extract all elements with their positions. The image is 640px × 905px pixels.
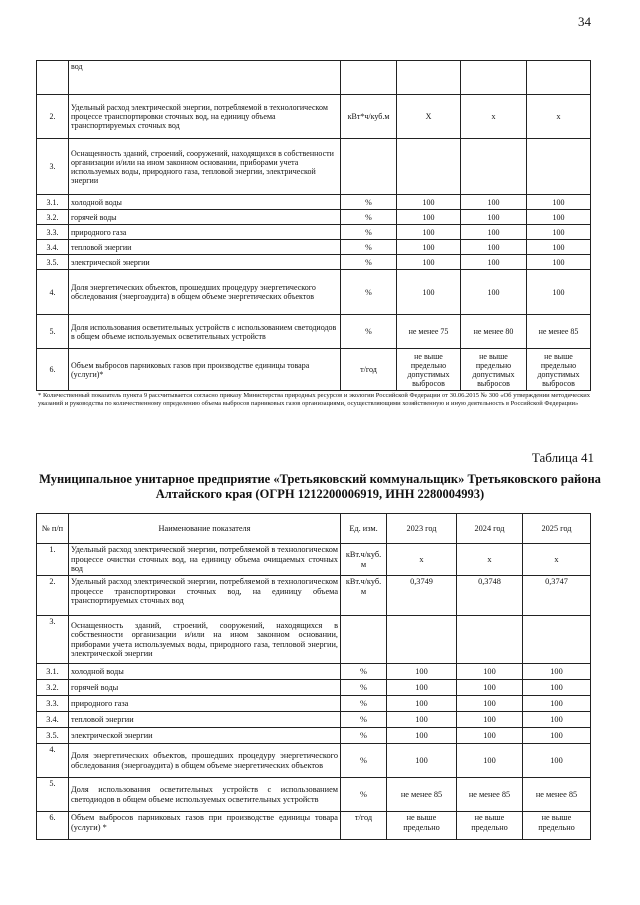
table-row	[37, 270, 591, 315]
row-number: 5.	[37, 778, 69, 812]
table-label: Таблица 41	[531, 450, 594, 465]
row-number: 3.	[37, 139, 69, 195]
indicator-name: Объем выбросов парниковых газов при производстве единицы товара (услуги) *	[69, 812, 341, 840]
unit-cell: %	[341, 315, 397, 349]
table-row	[37, 315, 591, 349]
unit-cell: %	[341, 664, 387, 680]
value-cell: 100	[523, 712, 591, 728]
indicator-name: вод	[69, 61, 341, 95]
table-row	[37, 812, 591, 840]
value-cell: 100	[397, 225, 461, 240]
row-number: 3.5.	[37, 255, 69, 270]
row-number: 3.4.	[37, 712, 69, 728]
table-row	[37, 195, 591, 210]
value-cell	[397, 61, 461, 95]
row-number: 3.4.	[37, 240, 69, 255]
table-row	[37, 576, 591, 616]
indicator-name: Доля использования осветительных устройств с использованием светодиодов в общем объеме используемых осветительных устройств	[69, 315, 341, 349]
value-cell: не менее 75	[397, 315, 461, 349]
value-cell: не менее 85	[527, 315, 591, 349]
indicator-name: Доля энергетических объектов, прошедших процедуру энергетического обследования (энергоаудита) в общем объеме энергетических объектов	[69, 270, 341, 315]
value-cell: х	[387, 544, 457, 576]
indicator-table	[36, 513, 591, 840]
unit-cell	[341, 616, 387, 664]
unit-cell: %	[341, 210, 397, 225]
value-cell: 100	[527, 240, 591, 255]
footnote: * Количественный показатель пункта 9 рассчитывается согласно приказу Министерства природных ресурсов и экологии Российской Федерации от 30.06.2015 № 300 «Об утверждении методических указаний и руководства по количественному определению объема выбросов парниковых газов организациями, осуществляющими хозяйственную и иную деятельность в Российской Федерации»	[38, 392, 590, 407]
value-cell: 100	[387, 744, 457, 778]
value-cell	[387, 616, 457, 664]
value-cell: 100	[461, 225, 527, 240]
row-number: 3.2.	[37, 680, 69, 696]
indicator-name: Оснащенность зданий, строений, сооружений, находящихся в собственности организации и/или на ином законном основании, приборами учета используемых воды, природного газа, тепловой энергии, электрической энергии	[69, 616, 341, 664]
value-cell: 100	[457, 696, 523, 712]
indicator-name: электрической энергии	[69, 728, 341, 744]
value-cell: 100	[397, 195, 461, 210]
unit-cell: т/год	[341, 349, 397, 391]
unit-cell: %	[341, 728, 387, 744]
table-row	[37, 680, 591, 696]
unit-cell: кВт.ч/куб. м	[341, 544, 387, 576]
unit-cell: %	[341, 696, 387, 712]
unit-cell	[341, 61, 397, 95]
value-cell: 0,3749	[387, 576, 457, 616]
value-cell: 100	[461, 255, 527, 270]
indicator-name: тепловой энергии	[69, 240, 341, 255]
row-number: 3.3.	[37, 696, 69, 712]
indicator-name: Доля использования осветительных устройств с использованием светодиодов в общем объеме используемых осветительных устройств	[69, 778, 341, 812]
unit-cell: кВт.ч/куб. м	[341, 576, 387, 616]
row-number: 3.	[37, 616, 69, 664]
header-name: Наименование показателя	[69, 514, 341, 544]
row-number: 3.3.	[37, 225, 69, 240]
value-cell: 100	[457, 664, 523, 680]
table-header-row	[37, 514, 591, 544]
value-cell	[461, 139, 527, 195]
table-row	[37, 61, 591, 95]
unit-cell: %	[341, 195, 397, 210]
row-number: 6.	[37, 349, 69, 391]
table-row	[37, 744, 591, 778]
value-cell: не менее 85	[523, 778, 591, 812]
value-cell	[461, 61, 527, 95]
table-row	[37, 544, 591, 576]
value-cell: 100	[457, 728, 523, 744]
row-number: 3.5.	[37, 728, 69, 744]
unit-cell: %	[341, 712, 387, 728]
value-cell: не выше предельно допустимых выбросов	[527, 349, 591, 391]
value-cell: 100	[461, 240, 527, 255]
value-cell: не выше предельно допустимых выбросов	[461, 349, 527, 391]
indicator-name: тепловой энергии	[69, 712, 341, 728]
value-cell: не менее 85	[457, 778, 523, 812]
table-row	[37, 95, 591, 139]
value-cell: не менее 80	[461, 315, 527, 349]
value-cell: 100	[527, 270, 591, 315]
page-number: 34	[578, 14, 591, 29]
table-row	[37, 240, 591, 255]
header-year-2023: 2023 год	[387, 514, 457, 544]
unit-cell: %	[341, 778, 387, 812]
value-cell: 100	[397, 210, 461, 225]
value-cell: 100	[523, 744, 591, 778]
value-cell	[397, 139, 461, 195]
table-row	[37, 664, 591, 680]
indicator-name: горячей воды	[69, 680, 341, 696]
value-cell: 100	[387, 712, 457, 728]
row-number: 2.	[37, 576, 69, 616]
value-cell: 100	[387, 696, 457, 712]
value-cell: 100	[387, 664, 457, 680]
table-row	[37, 696, 591, 712]
value-cell: 100	[387, 680, 457, 696]
value-cell: Х	[397, 95, 461, 139]
table-row	[37, 778, 591, 812]
value-cell: не выше предельно	[387, 812, 457, 840]
header-unit: Ед. изм.	[341, 514, 387, 544]
indicator-name: Удельный расход электрической энергии, потребляемой в технологическом процессе транспортировки сточных вод, на единицу объема транспортируемых сточных вод	[69, 95, 341, 139]
indicator-name: электрической энергии	[69, 255, 341, 270]
row-number: 3.2.	[37, 210, 69, 225]
row-number: 5.	[37, 315, 69, 349]
value-cell: 100	[387, 728, 457, 744]
header-number: № п/п	[37, 514, 69, 544]
value-cell: не выше предельно	[523, 812, 591, 840]
value-cell: 100	[523, 664, 591, 680]
value-cell: 0,3748	[457, 576, 523, 616]
indicator-name: Доля энергетических объектов, прошедших процедуру энергетического обследования (энергоаудита) в общем объеме энергетических объектов	[69, 744, 341, 778]
row-number: 6.	[37, 812, 69, 840]
value-cell: 100	[523, 680, 591, 696]
header-year-2025: 2025 год	[523, 514, 591, 544]
value-cell: 100	[457, 712, 523, 728]
value-cell: 100	[523, 728, 591, 744]
indicator-table-continuation	[36, 60, 591, 391]
table-row	[37, 616, 591, 664]
table-row	[37, 728, 591, 744]
unit-cell: %	[341, 255, 397, 270]
indicator-name: природного газа	[69, 225, 341, 240]
row-number: 4.	[37, 744, 69, 778]
value-cell: 100	[523, 696, 591, 712]
value-cell: 100	[527, 195, 591, 210]
unit-cell: %	[341, 680, 387, 696]
indicator-name: природного газа	[69, 696, 341, 712]
table-row	[37, 349, 591, 391]
value-cell: х	[527, 95, 591, 139]
row-number: 3.1.	[37, 664, 69, 680]
table-row	[37, 139, 591, 195]
table-row	[37, 712, 591, 728]
table-row	[37, 225, 591, 240]
value-cell: не выше предельно	[457, 812, 523, 840]
row-number: 4.	[37, 270, 69, 315]
row-number	[37, 61, 69, 95]
value-cell: 100	[397, 255, 461, 270]
value-cell: не выше предельно допустимых выбросов	[397, 349, 461, 391]
unit-cell	[341, 139, 397, 195]
value-cell: х	[457, 544, 523, 576]
indicator-name: Удельный расход электрической энергии, потребляемой в технологическом процессе транспортировки сточных вод, на единицу объема транспортируемых сточных вод	[69, 576, 341, 616]
value-cell: 0,3747	[523, 576, 591, 616]
table-row	[37, 255, 591, 270]
value-cell: 100	[527, 225, 591, 240]
value-cell: 100	[527, 210, 591, 225]
value-cell: х	[523, 544, 591, 576]
value-cell: 100	[397, 240, 461, 255]
unit-cell: %	[341, 240, 397, 255]
table-row	[37, 210, 591, 225]
unit-cell: %	[341, 744, 387, 778]
unit-cell: т/год	[341, 812, 387, 840]
indicator-name: холодной воды	[69, 664, 341, 680]
header-year-2024: 2024 год	[457, 514, 523, 544]
unit-cell: %	[341, 270, 397, 315]
value-cell: 100	[397, 270, 461, 315]
value-cell: 100	[461, 195, 527, 210]
value-cell: 100	[461, 210, 527, 225]
value-cell: 100	[461, 270, 527, 315]
value-cell	[527, 61, 591, 95]
value-cell	[523, 616, 591, 664]
value-cell	[527, 139, 591, 195]
value-cell: х	[461, 95, 527, 139]
organization-title: Муниципальное унитарное предприятие «Третьяковский коммунальщик» Третьяковского района Алтайского края (ОГРН 1212200006919, ИНН 2280004993)	[39, 472, 601, 501]
value-cell: не менее 85	[387, 778, 457, 812]
indicator-name: холодной воды	[69, 195, 341, 210]
row-number: 3.1.	[37, 195, 69, 210]
value-cell	[457, 616, 523, 664]
indicator-name: горячей воды	[69, 210, 341, 225]
row-number: 2.	[37, 95, 69, 139]
indicator-name: Объем выбросов парниковых газов при производстве единицы товара (услуги)*	[69, 349, 341, 391]
unit-cell: %	[341, 225, 397, 240]
unit-cell: кВт*ч/куб.м	[341, 95, 397, 139]
row-number: 1.	[37, 544, 69, 576]
value-cell: 100	[457, 744, 523, 778]
indicator-name: Удельный расход электрической энергии, потребляемой в технологическом процессе очистки сточных вод, на единицу объема очищаемых сточных вод	[69, 544, 341, 576]
value-cell: 100	[527, 255, 591, 270]
value-cell: 100	[457, 680, 523, 696]
indicator-name: Оснащенность зданий, строений, сооружений, находящихся в собственности организации и/или на ином законном основании, приборами учета используемых воды, природного газа, тепловой энергии, электрической энергии	[69, 139, 341, 195]
